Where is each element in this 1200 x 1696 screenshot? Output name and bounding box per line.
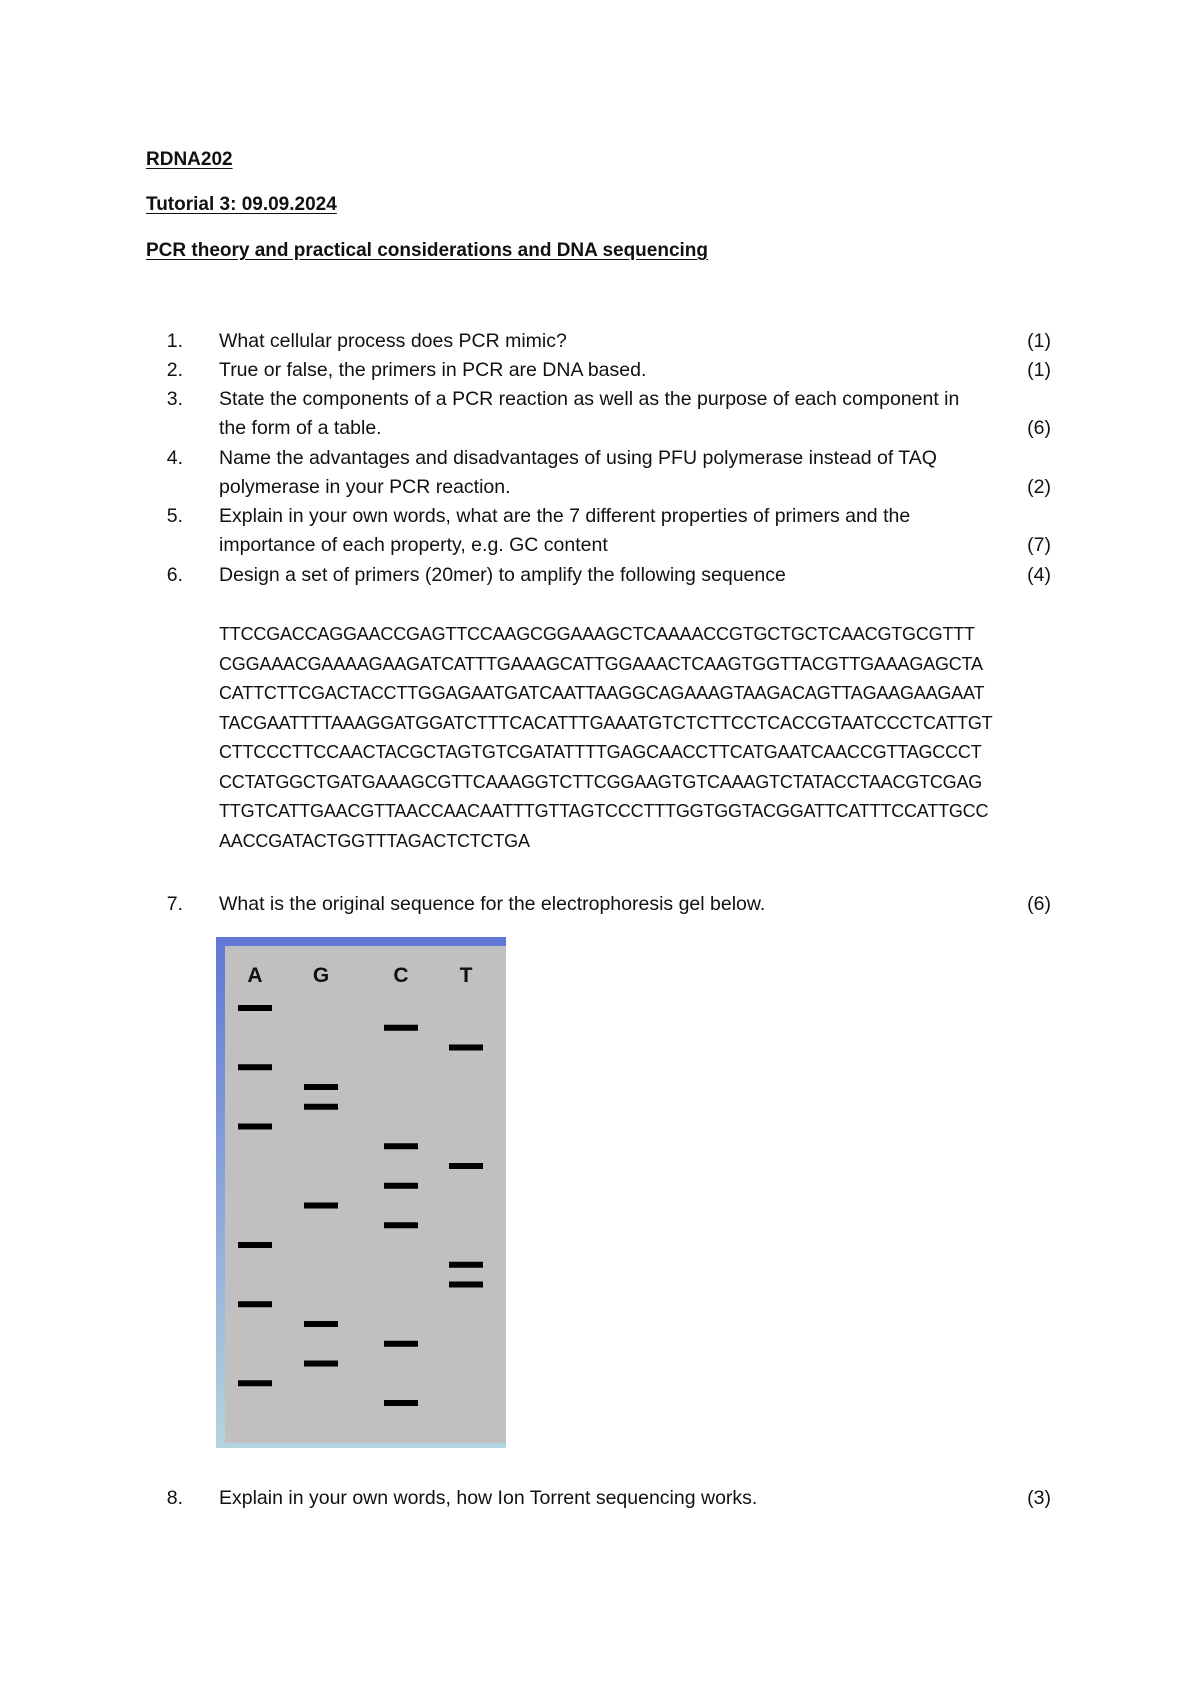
question-number: 2.	[166, 359, 183, 381]
sequence-line: CATTCTTCGACTACCTTGGAGAATGATCAATTAAGGCAGAAAGTAAGACAGTTAGAAGAAGAAT	[219, 683, 985, 703]
gel-band-g	[304, 1203, 338, 1209]
question-2	[146, 356, 1051, 385]
question-text-line-2: the form of a table.	[219, 417, 382, 439]
question-1	[146, 327, 1051, 356]
question-number: 8.	[166, 1487, 183, 1509]
gel-band-a	[238, 1064, 272, 1070]
sequence-line: TACGAATTTTAAAGGATGGATCTTTCACATTTGAAATGTCTCTTCCTCACCGTAATCCCTCATTGT	[219, 712, 993, 733]
gel-band-t	[449, 1163, 483, 1169]
gel-band-a	[238, 1124, 272, 1130]
gel-band-a	[238, 1242, 272, 1248]
question-text-line-1: Name the advantages and disadvantages of using PFU polymerase instead of TAQ	[219, 447, 937, 469]
gel-band-g	[304, 1361, 338, 1367]
question-marks: (3)	[1027, 1487, 1051, 1509]
question-text-line-2: importance of each property, e.g. GC content	[219, 534, 608, 556]
question-6	[146, 561, 1051, 590]
question-text: What cellular process does PCR mimic?	[219, 330, 567, 352]
question-number: 1.	[166, 330, 183, 352]
question-3	[146, 385, 1051, 443]
lane-label-c: C	[393, 964, 409, 987]
question-text: Explain in your own words, how Ion Torrent sequencing works.	[219, 1487, 758, 1509]
lane-label-t: T	[459, 964, 473, 987]
question-text-line-1: Explain in your own words, what are the 7 different properties of primers and the	[219, 505, 911, 527]
gel-band-c	[384, 1222, 418, 1228]
lane-label-a: A	[247, 964, 263, 987]
question-text: True or false, the primers in PCR are DNA based.	[219, 359, 647, 381]
question-text-line-2: polymerase in your PCR reaction.	[219, 476, 511, 498]
sequence-line: CGGAAACGAAAAGAAGATCATTTGAAAGCATTGGAAACTCAAGTGGTTACGTTGAAAGAGCTA	[219, 653, 983, 674]
gel-band-t	[449, 1262, 483, 1268]
question-marks: (6)	[1027, 417, 1051, 439]
sequence-line: AACCGATACTGGTTTAGACTCTCTGA	[219, 830, 530, 851]
gel-band-a	[238, 1380, 272, 1386]
question-marks: (1)	[1027, 330, 1051, 352]
question-number: 5.	[166, 505, 183, 527]
question-marks: (6)	[1027, 893, 1051, 915]
gel-band-t	[449, 1282, 483, 1288]
question-8	[146, 1484, 1051, 1513]
question-marks: (4)	[1027, 564, 1051, 586]
gel-band-c	[384, 1341, 418, 1347]
question-5	[146, 502, 1051, 560]
question-7	[146, 890, 1051, 919]
gel-band-c	[384, 1143, 418, 1149]
gel-band-c	[384, 1025, 418, 1031]
question-marks: (7)	[1027, 534, 1051, 556]
question-number: 3.	[166, 388, 183, 410]
question-4	[146, 444, 1051, 502]
sequence-line: TTGTCATTGAACGTTAACCAACAATTTGTTAGTCCCTTTGGTGGTACGGATTCATTTCCATTGCC	[219, 801, 989, 821]
gel-band-g	[304, 1084, 338, 1090]
question-text: Design a set of primers (20mer) to amplify the following sequence	[219, 564, 786, 586]
question-marks: (1)	[1027, 359, 1051, 381]
gel-band-c	[384, 1183, 418, 1189]
question-text-line-1: State the components of a PCR reaction as well as the purpose of each component in	[219, 388, 960, 410]
sequence-line: CTTCCCTTCCAACTACGCTAGTGTCGATATTTTGAGCAACCTTCATGAATCAACCGTTAGCCCT	[219, 742, 982, 762]
course-code: RDNA202	[146, 149, 233, 170]
gel-band-a	[238, 1005, 272, 1011]
sequence-line: CCTATGGCTGATGAAAGCGTTCAAAGGTCTTCGGAAGTGTCAAAGTCTATACCTAACGTCGAG	[219, 771, 983, 792]
electrophoresis-gel-image	[216, 937, 506, 1448]
gel-band-g	[304, 1104, 338, 1110]
sequence-line: TTCCGACCAGGAACCGAGTTCCAAGCGGAAAGCTCAAAACCGTGCTGCTCAACGTGCGTTT	[219, 624, 975, 644]
question-text: What is the original sequence for the electrophoresis gel below.	[219, 893, 766, 915]
question-marks: (2)	[1027, 476, 1051, 498]
dna-sequence	[219, 620, 1069, 856]
lane-label-g: G	[312, 964, 330, 987]
gel-body	[225, 946, 506, 1443]
tutorial-topic: PCR theory and practical considerations and DNA sequencing	[146, 240, 709, 261]
question-number: 4.	[166, 447, 183, 469]
question-number: 6.	[166, 564, 183, 586]
gel-band-a	[238, 1301, 272, 1307]
gel-band-c	[384, 1400, 418, 1406]
gel-band-t	[449, 1045, 483, 1051]
question-number: 7.	[166, 893, 183, 915]
gel-band-g	[304, 1321, 338, 1327]
tutorial-date: Tutorial 3: 09.09.2024	[146, 194, 337, 215]
